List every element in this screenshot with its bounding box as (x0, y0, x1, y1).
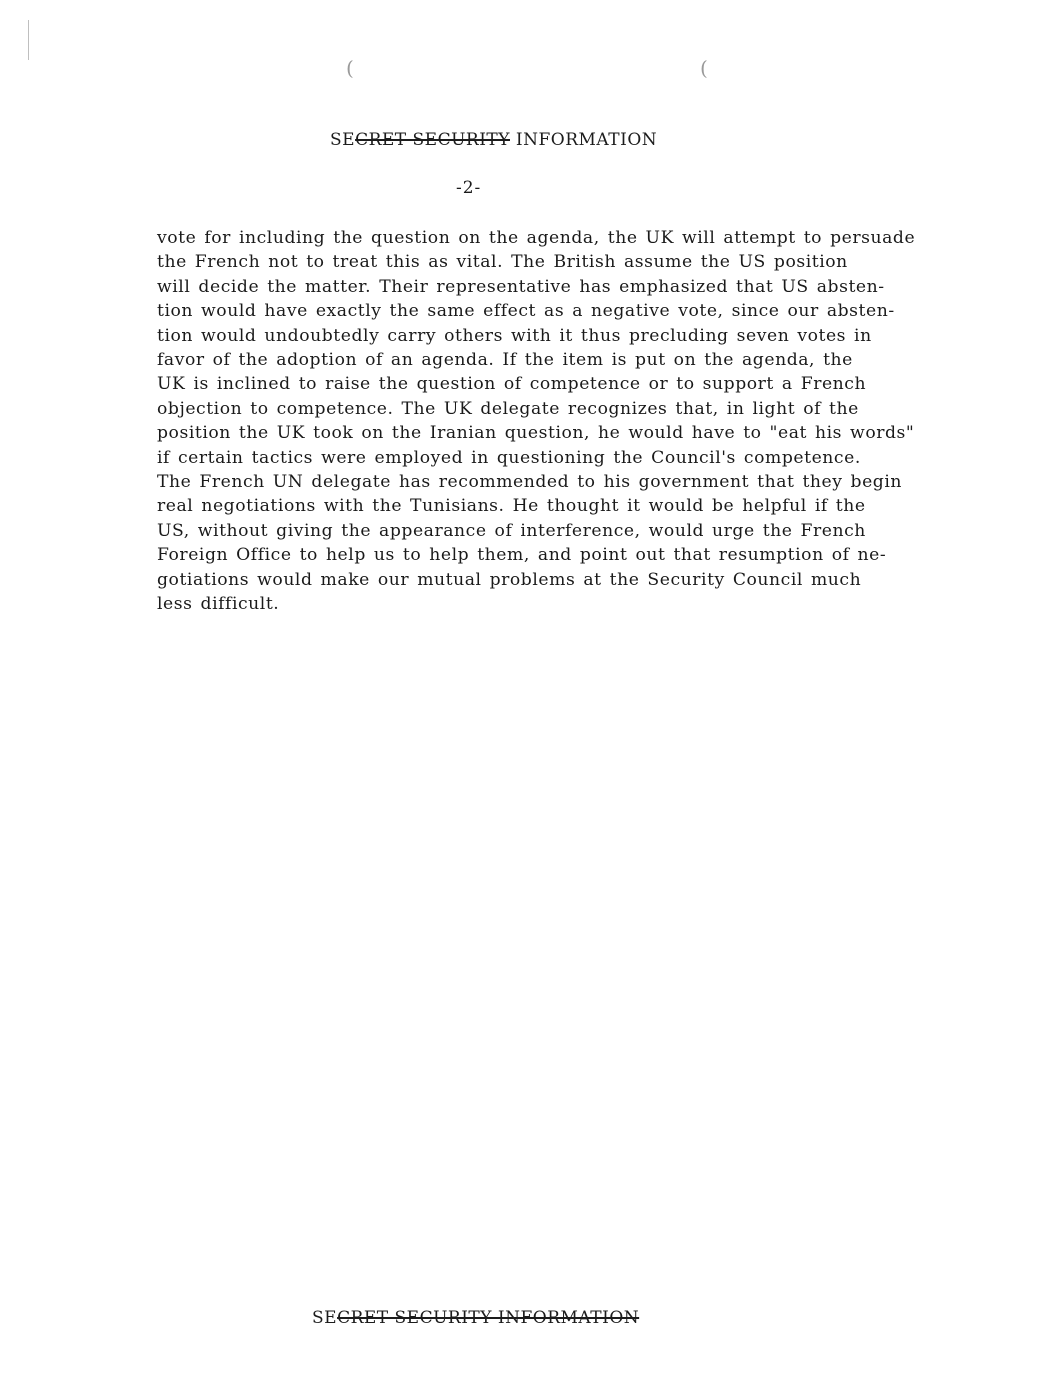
body-line: will decide the matter. Their representative has emphasized that US absten- (157, 276, 885, 297)
body-line: Foreign Office to help us to help them, and point out that resumption of ne- (157, 545, 887, 566)
body-line: tion would have exactly the same effect as a negative vote, since our absten- (157, 301, 895, 322)
punch-mark-right: ( (700, 56, 708, 80)
body-line: less difficult. (157, 594, 280, 615)
top-classification-banner (330, 130, 657, 150)
body-line: the French not to treat this as vital. The British assume the US position (157, 252, 848, 273)
bottom-classification-prefix: SE (312, 1308, 338, 1328)
top-classification-prefix: SE (330, 130, 356, 150)
scan-edge-mark (28, 20, 29, 60)
punch-mark-left: ( (346, 56, 354, 80)
bottom-classification-banner (312, 1308, 639, 1328)
body-line: objection to competence. The UK delegate recognizes that, in light of the (157, 398, 859, 419)
top-classification-rest: INFORMATION (510, 130, 658, 150)
body-line: position the UK took on the Iranian question, he would have to "eat his words" (157, 423, 915, 444)
body-line: if certain tactics were employed in questioning the Council's competence. (157, 447, 861, 468)
body-line: tion would undoubtedly carry others with it thus precluding seven votes in (157, 325, 872, 346)
body-line: gotiations would make our mutual problems at the Security Council much (157, 569, 862, 590)
top-classification-struck: CRET SECURITY (355, 130, 510, 150)
page-number: -2- (456, 178, 482, 198)
body-line: The French UN delegate has recommended to his government that they begin (157, 472, 903, 493)
body-line: real negotiations with the Tunisians. He thought it would be helpful if the (157, 496, 866, 517)
body-paragraph (157, 226, 1007, 617)
body-line: vote for including the question on the agenda, the UK will attempt to persuade (157, 228, 916, 248)
body-line: US, without giving the appearance of interference, would urge the French (157, 520, 866, 541)
bottom-classification-struck: CRET SECURITY INFORMATION (337, 1308, 640, 1328)
body-line: UK is inclined to raise the question of competence or to support a French (157, 374, 867, 395)
body-line: favor of the adoption of an agenda. If the item is put on the agenda, the (157, 350, 853, 371)
